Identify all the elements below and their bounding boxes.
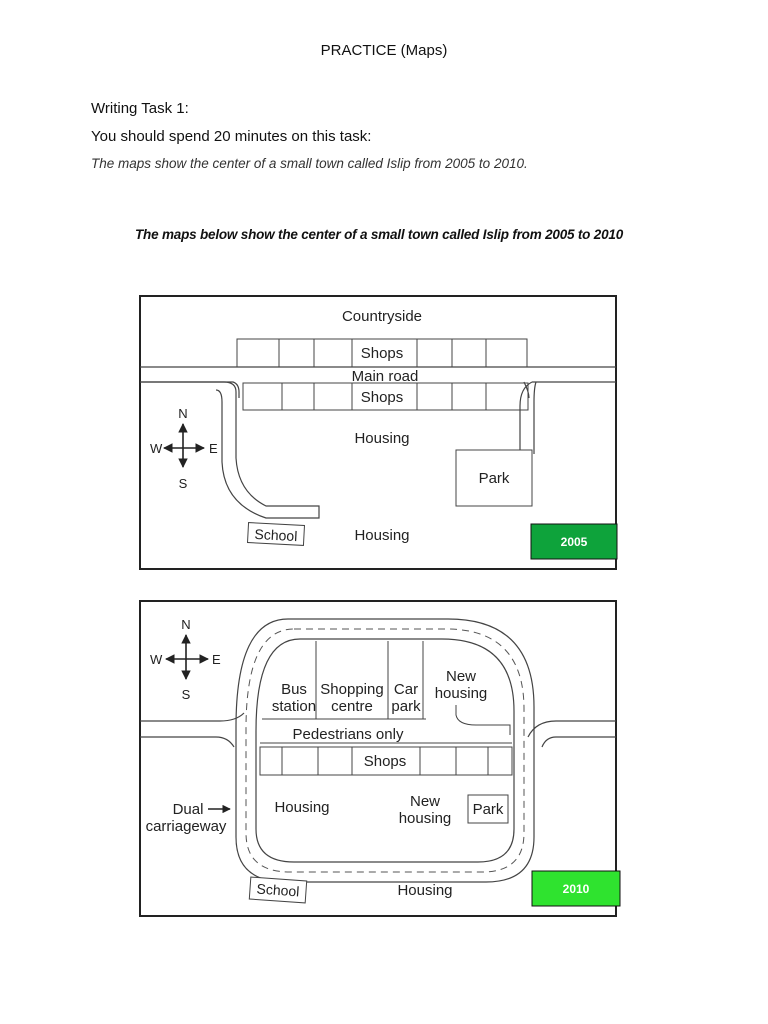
label-dual-carriageway-2: carriageway: [145, 818, 227, 835]
compass-w: W: [150, 652, 163, 667]
task-label: Writing Task 1:: [91, 100, 189, 117]
compass-s: S: [178, 476, 188, 491]
compass-s: S: [181, 687, 191, 702]
document-title: PRACTICE (Maps): [320, 42, 448, 59]
label-bus-station-2: station: [271, 698, 317, 715]
label-school: School: [254, 525, 298, 545]
label-shops-south: Shops: [360, 389, 404, 406]
label-shopping-centre-1: Shopping: [320, 681, 384, 698]
label-shops: Shops: [363, 753, 407, 770]
label-new-housing-south-1: New: [409, 793, 441, 810]
label-new-housing-north-1: New: [445, 668, 477, 685]
compass-n: N: [181, 617, 191, 632]
label-new-housing-south-2: housing: [398, 810, 452, 827]
label-housing-south: Housing: [397, 882, 453, 899]
compass-n: N: [178, 406, 188, 421]
year-badge-2005: [531, 524, 617, 559]
label-housing-south: Housing: [354, 527, 410, 544]
label-shopping-centre-2: centre: [331, 698, 373, 715]
maps-heading: The maps below show the center of a small town called Islip from 2005 to 2010: [135, 227, 623, 242]
label-shops-north: Shops: [360, 345, 404, 362]
compass-e: E: [212, 652, 221, 667]
label-car-park-1: Car: [393, 681, 419, 698]
label-countryside: Countryside: [341, 308, 423, 325]
task-instruction: You should spend 20 minutes on this task:: [91, 128, 372, 145]
label-school: School: [256, 880, 300, 900]
year-badge-label: 2005: [560, 535, 588, 549]
map-2010: [136, 597, 622, 921]
label-park: Park: [472, 801, 504, 818]
compass-e: E: [209, 441, 218, 456]
label-dual-carriageway-1: Dual: [172, 801, 204, 818]
label-new-housing-north-2: housing: [434, 685, 488, 702]
label-main-road: Main road: [351, 368, 419, 385]
year-badge-label: 2010: [562, 882, 590, 896]
year-badge-2010: [532, 871, 620, 906]
label-bus-station-1: Bus: [281, 681, 307, 698]
map-2005: [136, 292, 622, 574]
compass-w: W: [150, 441, 163, 456]
task-description: The maps show the center of a small town called Islip from 2005 to 2010.: [91, 156, 528, 171]
label-housing-center: Housing: [354, 430, 410, 447]
label-pedestrians-only: Pedestrians only: [292, 726, 404, 743]
label-park: Park: [478, 470, 510, 487]
label-housing-inside: Housing: [274, 799, 330, 816]
label-car-park-2: park: [391, 698, 421, 715]
